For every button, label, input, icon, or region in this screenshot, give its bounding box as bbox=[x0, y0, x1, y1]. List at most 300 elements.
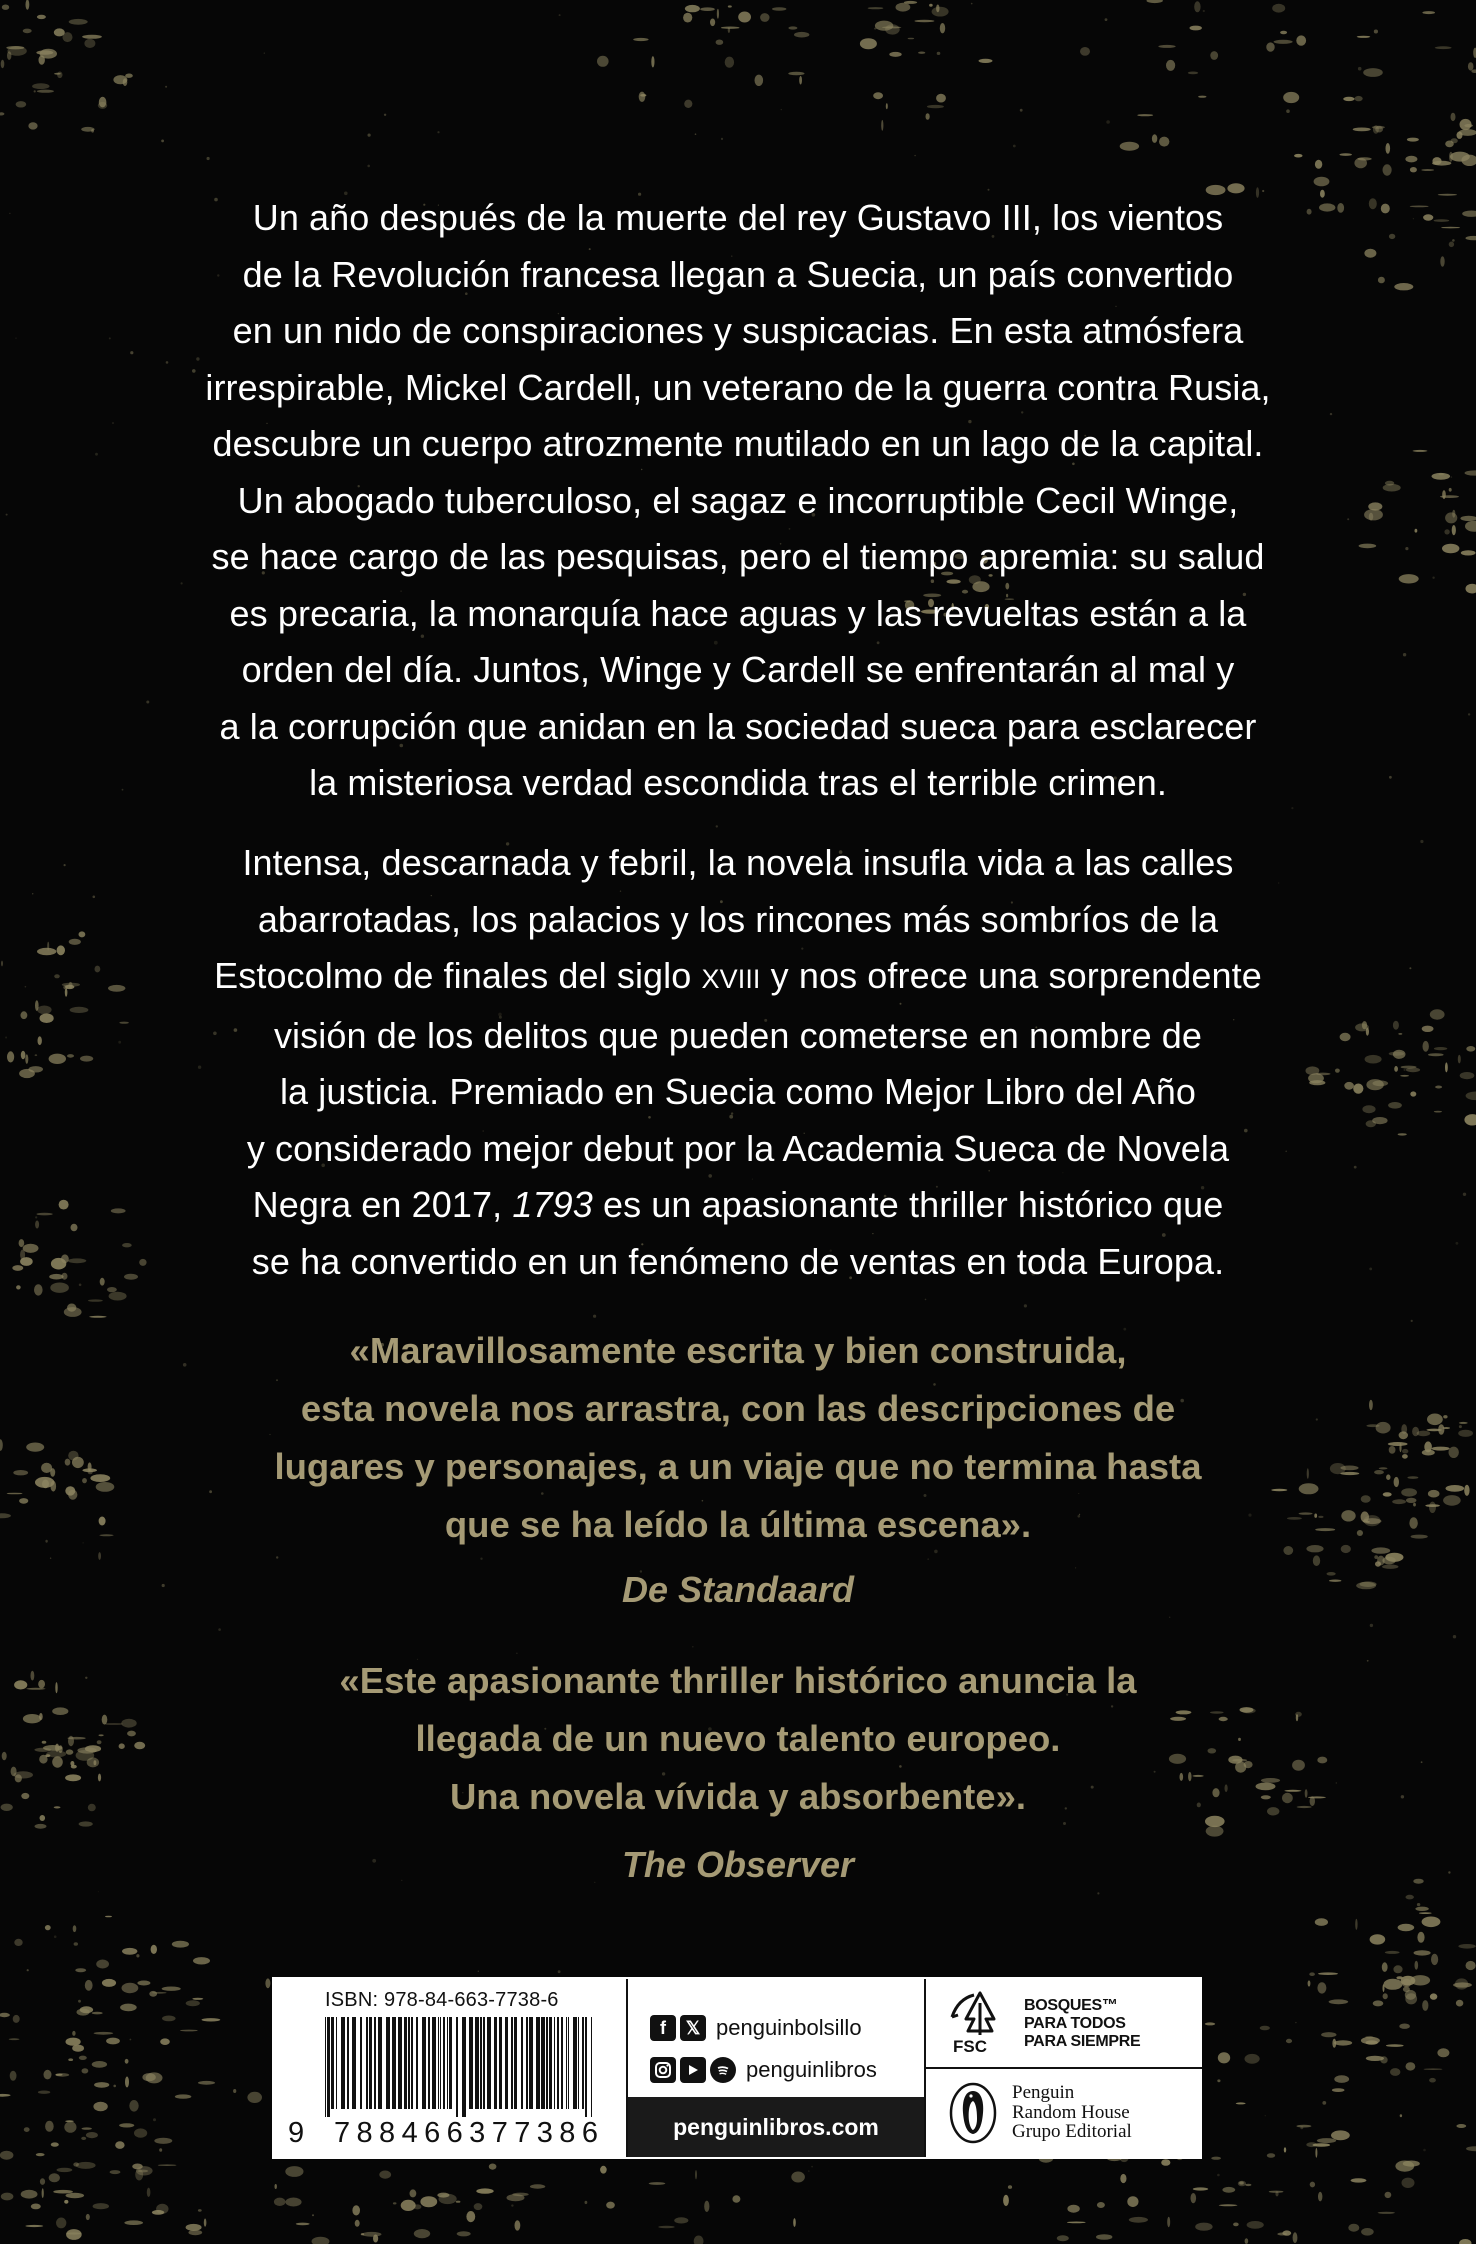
texture-speck bbox=[6, 46, 24, 49]
texture-speck bbox=[1233, 2223, 1239, 2227]
texture-speck bbox=[1, 60, 5, 68]
texture-speck bbox=[700, 7, 715, 11]
texture-speck bbox=[695, 133, 697, 135]
texture-speck bbox=[1364, 1515, 1381, 1526]
texture-speck bbox=[86, 2132, 98, 2138]
texture-speck bbox=[63, 32, 73, 42]
texture-speck bbox=[1432, 577, 1434, 579]
texture-speck bbox=[1428, 1490, 1440, 1498]
texture-speck bbox=[1453, 1635, 1456, 1638]
texture-speck bbox=[1389, 776, 1392, 779]
texture-speck bbox=[1393, 1050, 1406, 1059]
texture-speck bbox=[1409, 1517, 1417, 1529]
texture-speck bbox=[1395, 2161, 1414, 2172]
texture-speck bbox=[96, 1960, 109, 1969]
texture-speck bbox=[82, 2068, 89, 2073]
barcode-bar bbox=[554, 2017, 555, 2109]
texture-speck bbox=[198, 2209, 202, 2212]
texture-speck bbox=[1464, 1485, 1469, 1496]
texture-speck bbox=[1315, 1918, 1328, 1926]
texture-speck bbox=[69, 19, 88, 25]
texture-speck bbox=[1245, 2054, 1260, 2064]
texture-speck bbox=[1357, 157, 1371, 160]
texture-speck bbox=[1293, 2232, 1298, 2243]
barcode-bar bbox=[483, 2017, 485, 2109]
texture-speck bbox=[1369, 1400, 1373, 1410]
synopsis-line: y considerado mejor debut por la Academia Sueca de Novela bbox=[246, 1127, 1230, 1169]
texture-speck bbox=[161, 140, 164, 143]
texture-speck bbox=[58, 1745, 62, 1753]
texture-speck bbox=[100, 1278, 105, 1286]
social-handle[interactable]: penguinbolsillo bbox=[716, 2015, 862, 2040]
quote-line: «Este apasionante thriller histórico anuncia la bbox=[339, 1660, 1137, 1701]
texture-speck bbox=[1364, 509, 1383, 520]
texture-speck bbox=[57, 945, 65, 955]
texture-speck bbox=[1373, 125, 1379, 134]
texture-speck bbox=[788, 72, 804, 76]
barcode-bar bbox=[487, 2017, 491, 2109]
texture-speck bbox=[1439, 473, 1444, 475]
texture-speck bbox=[113, 2085, 116, 2088]
texture-speck bbox=[12, 1265, 23, 1271]
texture-speck bbox=[1359, 544, 1377, 549]
texture-speck bbox=[37, 948, 56, 955]
texture-speck bbox=[93, 2102, 107, 2111]
texture-speck bbox=[42, 1741, 47, 1744]
legal-info-box bbox=[272, 1977, 1202, 2159]
texture-speck bbox=[936, 94, 946, 103]
texture-speck bbox=[1067, 2222, 1086, 2224]
x-icon[interactable]: 𝕏 bbox=[680, 2015, 706, 2041]
website-link[interactable]: penguinlibros.com bbox=[628, 2097, 924, 2157]
texture-speck bbox=[597, 56, 609, 67]
texture-speck bbox=[125, 2077, 129, 2088]
texture-speck bbox=[1370, 1934, 1386, 1944]
texture-speck bbox=[6, 514, 8, 516]
texture-speck bbox=[683, 13, 692, 23]
texture-speck bbox=[1274, 40, 1293, 44]
texture-speck bbox=[1410, 206, 1429, 208]
texture-speck bbox=[1452, 239, 1455, 242]
texture-speck bbox=[1364, 249, 1376, 258]
texture-speck bbox=[1451, 113, 1456, 121]
texture-speck bbox=[152, 1992, 167, 1994]
texture-speck bbox=[511, 2204, 513, 2206]
texture-speck bbox=[162, 1987, 181, 1991]
texture-speck bbox=[1266, 42, 1274, 51]
texture-speck bbox=[868, 7, 884, 9]
texture-speck bbox=[130, 2039, 132, 2041]
texture-speck bbox=[38, 1036, 42, 1045]
texture-speck bbox=[82, 35, 102, 39]
texture-speck bbox=[25, 2225, 43, 2227]
texture-speck bbox=[606, 2202, 615, 2209]
texture-speck bbox=[1343, 97, 1354, 101]
texture-speck bbox=[99, 1734, 104, 1736]
texture-speck bbox=[285, 2198, 301, 2207]
texture-speck bbox=[886, 103, 888, 109]
texture-speck bbox=[1452, 525, 1456, 535]
synopsis-line: la misteriosa verdad escondida tras el terrible crimen. bbox=[309, 762, 1167, 803]
texture-speck bbox=[27, 1969, 29, 1971]
texture-speck bbox=[1193, 2187, 1208, 2190]
texture-speck bbox=[1460, 1072, 1475, 1079]
texture-speck bbox=[14, 1939, 22, 1946]
texture-speck bbox=[1461, 550, 1476, 555]
barcode-bar bbox=[428, 2017, 430, 2109]
texture-speck bbox=[16, 1285, 21, 1289]
texture-speck bbox=[180, 2030, 198, 2032]
texture-speck bbox=[1424, 2068, 1443, 2070]
texture-speck bbox=[1194, 1, 1200, 12]
texture-speck bbox=[186, 2000, 200, 2006]
texture-speck bbox=[1435, 1086, 1442, 1089]
texture-speck bbox=[1379, 1467, 1388, 1469]
texture-speck bbox=[1410, 167, 1417, 172]
texture-speck bbox=[152, 2210, 164, 2215]
texture-speck bbox=[0, 1513, 11, 1518]
texture-speck bbox=[1381, 204, 1390, 214]
barcode-bar bbox=[398, 2017, 402, 2109]
texture-speck bbox=[1466, 1046, 1475, 1052]
texture-speck bbox=[107, 1287, 117, 1292]
texture-speck bbox=[1422, 11, 1435, 14]
texture-speck bbox=[84, 39, 95, 48]
texture-speck bbox=[728, 5, 732, 7]
texture-speck bbox=[55, 1682, 57, 1693]
texture-speck bbox=[28, 122, 37, 129]
texture-speck bbox=[1195, 2223, 1212, 2231]
texture-speck bbox=[312, 2237, 330, 2244]
texture-speck bbox=[82, 2127, 92, 2129]
texture-speck bbox=[10, 2071, 17, 2081]
texture-speck bbox=[874, 28, 876, 30]
texture-speck bbox=[112, 422, 114, 424]
barcode-bar bbox=[456, 2017, 458, 2117]
texture-speck bbox=[129, 2100, 138, 2112]
texture-speck bbox=[32, 893, 33, 894]
texture-speck bbox=[132, 2164, 143, 2170]
texture-speck bbox=[7, 1493, 23, 1495]
texture-speck bbox=[1466, 1961, 1476, 1970]
texture-speck bbox=[1441, 227, 1460, 229]
texture-speck bbox=[1374, 1555, 1378, 1559]
texture-speck bbox=[9, 2038, 20, 2040]
synopsis-line: de la Revolución francesa llegan a Suecia, un país convertido bbox=[242, 253, 1234, 295]
texture-speck bbox=[51, 1258, 66, 1270]
texture-speck bbox=[66, 2193, 85, 2198]
texture-speck bbox=[1358, 67, 1362, 71]
barcode-digits: 788466377386 bbox=[334, 2117, 605, 2149]
texture-speck bbox=[1388, 1442, 1408, 1446]
texture-speck bbox=[50, 1558, 51, 1559]
texture-speck bbox=[1402, 1454, 1408, 1459]
barcode-bar bbox=[366, 2017, 368, 2109]
texture-speck bbox=[88, 1299, 103, 1301]
texture-speck bbox=[355, 2220, 360, 2227]
texture-speck bbox=[1294, 154, 1302, 158]
texture-speck bbox=[38, 1680, 45, 1688]
texture-speck bbox=[1340, 153, 1352, 156]
texture-speck bbox=[65, 985, 74, 989]
texture-speck bbox=[125, 74, 133, 78]
texture-speck bbox=[99, 1534, 113, 1536]
texture-speck bbox=[1159, 137, 1169, 147]
texture-speck bbox=[51, 1481, 57, 1492]
texture-speck bbox=[1407, 1476, 1418, 1479]
texture-speck bbox=[1363, 68, 1383, 77]
texture-speck bbox=[66, 1749, 74, 1754]
texture-speck bbox=[186, 2224, 202, 2231]
texture-speck bbox=[1411, 1535, 1428, 1539]
texture-speck bbox=[1456, 2000, 1463, 2007]
texture-speck bbox=[1417, 1932, 1424, 1943]
texture-speck bbox=[489, 2164, 497, 2170]
texture-speck bbox=[275, 2184, 277, 2189]
texture-speck bbox=[1348, 2224, 1359, 2232]
texture-speck bbox=[35, 1054, 38, 1056]
texture-speck bbox=[401, 2200, 416, 2211]
texture-speck bbox=[1410, 1091, 1416, 1096]
texture-speck bbox=[1465, 521, 1476, 532]
texture-speck bbox=[1415, 1907, 1428, 1911]
texture-speck bbox=[1385, 481, 1394, 486]
texture-speck bbox=[109, 1292, 127, 1301]
texture-speck bbox=[971, 3, 973, 5]
press-quote-1 bbox=[120, 1322, 1356, 1554]
texture-speck bbox=[1284, 2147, 1286, 2152]
synopsis-line: a la corrupción que anidan en la sociedad sueca para esclarecer bbox=[219, 705, 1257, 747]
texture-speck bbox=[1385, 1951, 1400, 1954]
texture-speck bbox=[21, 1793, 29, 1799]
texture-speck bbox=[1374, 30, 1378, 34]
barcode-icon bbox=[325, 2017, 595, 2117]
press-quote-2 bbox=[120, 1652, 1356, 1826]
texture-speck bbox=[1315, 2148, 1317, 2158]
texture-speck bbox=[437, 131, 439, 133]
texture-speck bbox=[1466, 236, 1476, 240]
texture-speck bbox=[1392, 1499, 1406, 1504]
texture-speck bbox=[1386, 1474, 1390, 1480]
texture-speck bbox=[1422, 1026, 1434, 1032]
synopsis-line: se hace cargo de las pesquisas, pero el tiempo apremia: su salud bbox=[211, 536, 1265, 577]
quote-line: lugares y personajes, a un viaje que no termina hasta bbox=[274, 1446, 1202, 1487]
texture-speck bbox=[44, 2070, 52, 2080]
texture-speck bbox=[1369, 1268, 1372, 1271]
barcode-bar bbox=[369, 2017, 372, 2109]
texture-speck bbox=[1407, 138, 1419, 142]
texture-speck bbox=[40, 1815, 46, 1821]
texture-speck bbox=[154, 2138, 172, 2144]
texture-speck bbox=[1206, 1826, 1224, 1837]
texture-speck bbox=[1313, 2143, 1331, 2147]
texture-speck bbox=[1382, 1565, 1398, 1569]
texture-speck bbox=[1389, 1446, 1396, 1454]
texture-speck bbox=[1147, 0, 1163, 3]
texture-speck bbox=[979, 59, 993, 63]
texture-speck bbox=[914, 20, 934, 23]
texture-speck bbox=[728, 27, 730, 33]
texture-speck bbox=[207, 157, 210, 160]
barcode-bar bbox=[422, 2017, 426, 2109]
texture-speck bbox=[1373, 1080, 1389, 1086]
texture-speck bbox=[94, 2082, 109, 2088]
texture-speck bbox=[1393, 1965, 1402, 1973]
texture-speck bbox=[694, 2236, 704, 2244]
texture-speck bbox=[192, 1998, 203, 2000]
texture-speck bbox=[97, 1740, 102, 1744]
texture-speck bbox=[1329, 1999, 1349, 2004]
texture-speck bbox=[1024, 1304, 1027, 1307]
texture-speck bbox=[56, 2218, 66, 2229]
texture-speck bbox=[90, 1474, 110, 1482]
texture-speck bbox=[1466, 1092, 1476, 1101]
texture-speck bbox=[98, 102, 107, 109]
facebook-icon[interactable]: f bbox=[650, 2015, 676, 2041]
texture-speck bbox=[102, 1979, 116, 1987]
social-handle[interactable]: penguinlibros bbox=[746, 2057, 877, 2082]
texture-speck bbox=[1432, 161, 1451, 166]
texture-speck bbox=[81, 127, 94, 132]
barcode-bar bbox=[529, 2017, 533, 2109]
texture-speck bbox=[927, 1558, 929, 1560]
texture-speck bbox=[1395, 1066, 1396, 1067]
instagram-icon[interactable] bbox=[650, 2057, 676, 2083]
texture-speck bbox=[937, 52, 941, 55]
texture-speck bbox=[99, 1517, 106, 1526]
texture-speck bbox=[918, 52, 925, 54]
texture-speck bbox=[1459, 1422, 1468, 1424]
texture-speck bbox=[65, 1459, 71, 1466]
barcode-bar bbox=[578, 2017, 579, 2109]
texture-speck bbox=[1434, 219, 1450, 222]
texture-speck bbox=[1443, 1415, 1447, 1418]
texture-speck bbox=[124, 2220, 143, 2225]
texture-speck bbox=[102, 1715, 108, 1725]
texture-speck bbox=[1398, 1924, 1415, 1931]
texture-speck bbox=[98, 1891, 99, 1892]
texture-speck bbox=[908, 38, 915, 40]
fsc-slogan: BOSQUES™ PARA TODOS PARA SIEMPRE bbox=[1024, 1997, 1141, 2050]
texture-speck bbox=[1331, 2130, 1350, 2140]
texture-speck bbox=[1463, 1193, 1466, 1196]
texture-speck bbox=[1013, 145, 1016, 148]
texture-speck bbox=[352, 2205, 360, 2215]
barcode-bar bbox=[480, 2017, 482, 2109]
texture-speck bbox=[13, 1771, 33, 1778]
texture-speck bbox=[1429, 2078, 1436, 2083]
synopsis-line: abarrotadas, los palacios y los rincones más sombríos de la bbox=[257, 898, 1219, 940]
texture-speck bbox=[72, 2045, 84, 2052]
texture-speck bbox=[1405, 1990, 1416, 2000]
texture-speck bbox=[1404, 1069, 1406, 1071]
texture-speck bbox=[92, 2061, 107, 2068]
texture-speck bbox=[1120, 142, 1139, 151]
texture-speck bbox=[1334, 2040, 1352, 2045]
texture-speck bbox=[121, 1983, 138, 1993]
texture-speck bbox=[1421, 169, 1434, 171]
texture-speck bbox=[1129, 2217, 1148, 2223]
texture-speck bbox=[79, 1821, 93, 1826]
barcode-bar bbox=[536, 2017, 540, 2109]
barcode-bar bbox=[469, 2017, 473, 2109]
texture-speck bbox=[285, 2166, 303, 2177]
texture-speck bbox=[791, 2172, 805, 2183]
texture-speck bbox=[96, 1482, 115, 1492]
barcode-bar bbox=[378, 2017, 382, 2109]
texture-speck bbox=[559, 14, 561, 16]
texture-speck bbox=[896, 3, 911, 12]
barcode-bar bbox=[505, 2017, 508, 2109]
texture-speck bbox=[1236, 2102, 1246, 2104]
barcode-bar bbox=[475, 2017, 479, 2109]
texture-speck bbox=[1321, 2032, 1336, 2037]
social-row-1 bbox=[650, 2015, 862, 2041]
barcode-bar bbox=[591, 2017, 592, 2117]
texture-speck bbox=[1437, 2048, 1449, 2057]
barcode-bar bbox=[416, 2017, 418, 2109]
texture-speck bbox=[585, 2201, 588, 2204]
barcode-bar bbox=[392, 2017, 396, 2109]
fsc-tree-icon bbox=[948, 1989, 1012, 2039]
texture-speck bbox=[47, 942, 49, 951]
texture-speck bbox=[639, 92, 646, 102]
texture-speck bbox=[175, 2094, 191, 2098]
texture-speck bbox=[264, 53, 265, 54]
texture-speck bbox=[37, 1006, 52, 1015]
texture-speck bbox=[1219, 2204, 1238, 2206]
texture-speck bbox=[1282, 2230, 1291, 2235]
texture-speck bbox=[1190, 26, 1202, 31]
texture-speck bbox=[36, 2153, 45, 2156]
texture-speck bbox=[1, 1804, 13, 1811]
texture-speck bbox=[410, 2189, 417, 2197]
spotify-icon[interactable] bbox=[710, 2057, 736, 2083]
texture-speck bbox=[25, 986, 27, 988]
texture-speck bbox=[1456, 2124, 1466, 2128]
texture-speck bbox=[1296, 2125, 1311, 2128]
texture-speck bbox=[51, 2142, 59, 2146]
synopsis-line: Intensa, descarnada y febril, la novela insufla vida a las calles bbox=[242, 842, 1234, 883]
texture-speck bbox=[940, 23, 945, 33]
texture-speck bbox=[1422, 2000, 1428, 2011]
texture-speck bbox=[1422, 1450, 1435, 1456]
texture-speck bbox=[247, 2092, 262, 2103]
texture-speck bbox=[92, 2012, 103, 2015]
texture-speck bbox=[76, 2162, 96, 2169]
texture-speck bbox=[81, 2137, 86, 2140]
texture-speck bbox=[1361, 1495, 1371, 1502]
youtube-icon[interactable] bbox=[680, 2057, 706, 2083]
texture-speck bbox=[1401, 1424, 1407, 1434]
texture-speck bbox=[1430, 1009, 1445, 1019]
barcode-bar bbox=[341, 2017, 345, 2109]
texture-speck bbox=[716, 825, 718, 827]
texture-speck bbox=[64, 1307, 82, 1317]
texture-speck bbox=[1365, 1055, 1382, 1064]
texture-speck bbox=[1466, 584, 1476, 594]
texture-speck bbox=[1409, 967, 1411, 969]
texture-speck bbox=[85, 1677, 87, 1679]
texture-speck bbox=[136, 1954, 139, 1957]
texture-speck bbox=[738, 12, 751, 23]
texture-speck bbox=[1406, 1068, 1420, 1073]
texture-speck bbox=[1376, 1422, 1391, 1434]
texture-speck bbox=[1355, 1023, 1369, 1031]
texture-speck bbox=[873, 92, 883, 99]
texture-speck bbox=[34, 1748, 51, 1752]
texture-speck bbox=[362, 2232, 382, 2237]
